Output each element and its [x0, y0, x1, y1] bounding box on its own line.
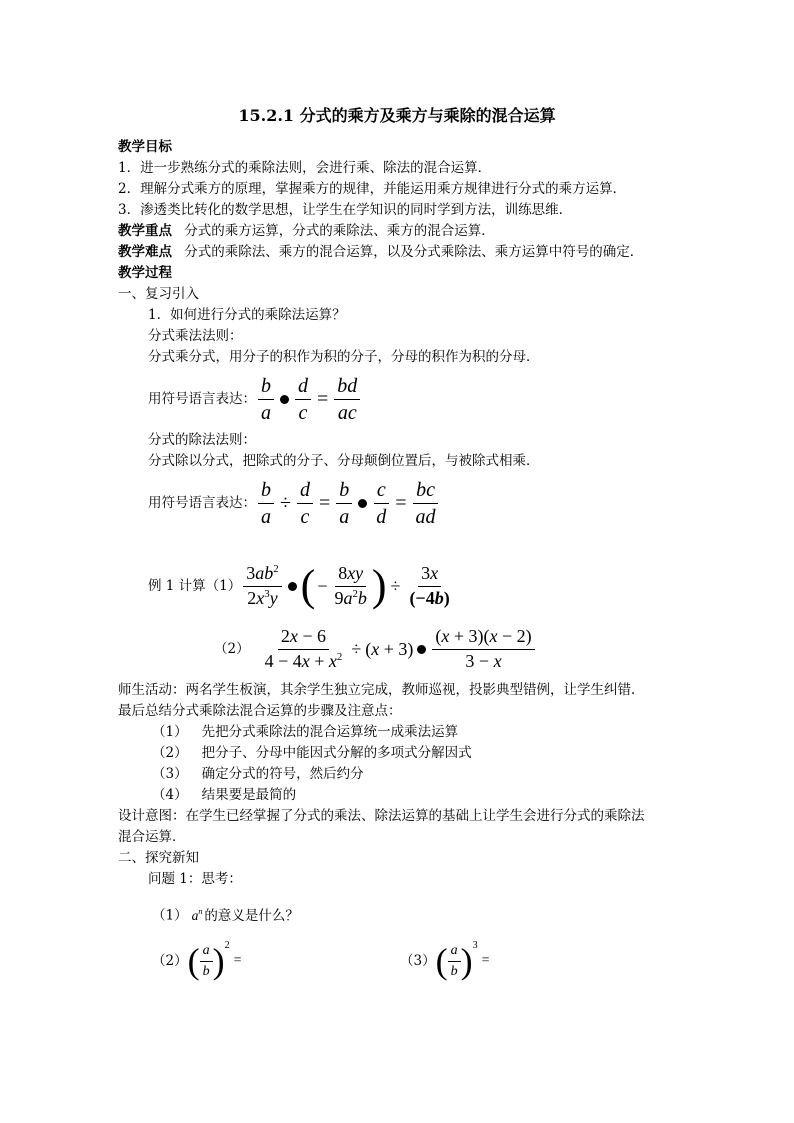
key-point-line: [118, 222, 495, 241]
fraction: $\frac{bd}{ac}$: [334, 375, 360, 424]
multiply-dot-icon: [417, 645, 426, 654]
fraction: $\frac{bc}{ad}$: [413, 479, 439, 528]
multiply-dot-icon: [280, 395, 289, 404]
explore-question-1: （1） $a^n$ 的意义是什么？: [152, 907, 299, 924]
goal-item: 1．进一步熟练分式的乘除法则，会进行乘、除法的混合运算．: [118, 160, 492, 176]
multiply-dot-icon: [288, 582, 297, 591]
page-title: 15.2.1 分式的乘方及乘方与乘除的混合运算: [238, 106, 556, 125]
difficulty-label: 教学难点: [118, 244, 172, 260]
difficulty-line: [118, 243, 643, 262]
fraction: $\frac{c}{d}$: [373, 479, 389, 528]
div-rule-label: 分式的除法法则：: [148, 432, 256, 448]
fraction: $\frac{3ab^2}{2x^3y}$: [243, 564, 281, 609]
goal-item: 3．渗透类比转化的数学思想，让学生在学知识的同时学到方法，训练思维．: [118, 202, 573, 218]
mul-rule-text: 分式乘分式，用分子的积作为积的分子，分母的积作为积的分母．: [148, 349, 540, 365]
fraction: $\frac{3x}{(-4b)}$: [409, 562, 450, 608]
div-rule-text: 分式除以分式，把除式的分子、分母颠倒位置后，与被除式相乘．: [148, 453, 540, 469]
problem-label: 问题 1：思考：: [148, 871, 242, 887]
step-item: （4） 结果要是最简的: [152, 787, 297, 803]
explore-question-2: （2） ( $\frac{a}{b}$ ) $^2$ =: [152, 940, 242, 981]
step-item: （3） 确定分式的符号，然后约分: [152, 766, 364, 782]
multiply-dot-icon: [358, 499, 367, 508]
activity-text: 师生活动：两名学生板演，其余学生独立完成，教师巡视，投影典型错例，让学生纠错．: [118, 682, 645, 698]
step-item: （1） 先把分式乘除法的混合运算统一成乘法运算: [152, 724, 459, 740]
fraction: $\frac{8xy}{9a^2b}$: [334, 562, 367, 608]
fraction: $\frac{a}{b}$: [448, 943, 461, 979]
example-1-part-1: 例 1 计算（1） $\frac{3ab^2}{2x^3y}$ ( − $\frac{8xy}{9a^2b}$ ) ÷ $\frac{3x}{(-4b)}$: [148, 556, 455, 616]
goal-item: 2．理解分式乘方的原理，掌握乘方的规律，并能运用乘方规律进行分式的乘方运算．: [118, 181, 627, 197]
fraction: $\frac{d}{c}$: [297, 479, 313, 528]
mul-formula: 用符号语言表达： $\frac{b}{a}$ $\frac{d}{c}$ = $\frac{bd}{ac}$: [148, 374, 362, 424]
fraction: $\frac{b}{a}$: [258, 479, 274, 528]
fraction: $\frac{2x - 6}{4 - 4x + x^2}$: [264, 625, 343, 671]
difficulty-text: 分式的乘除法、乘方的混合运算，以及分式乘除法、乘方运算中符号的确定．: [184, 244, 644, 260]
fraction: $\frac{d}{c}$: [295, 375, 311, 424]
goals-heading: 教学目标: [118, 139, 172, 155]
example-label: 例 1 计算（1）: [148, 577, 242, 594]
design-intent: 混合运算．: [118, 829, 186, 845]
div-formula: 用符号语言表达： $\frac{b}{a}$ ÷ $\frac{d}{c}$ = $\frac{b}{a}$ $\frac{c}{d}$ = $\frac{bc}{ad}$: [148, 478, 441, 528]
fraction: $\frac{(x + 3)(x - 2)}{3 - x}$: [432, 627, 534, 672]
review-heading: 一、复习引入: [118, 286, 199, 302]
symbol-label: 用符号语言表达：: [148, 494, 256, 511]
explore-heading: 二、探究新知: [118, 850, 199, 866]
fraction: $\frac{b}{a}$: [336, 479, 352, 528]
mul-rule-label: 分式乘法法则：: [148, 328, 243, 344]
symbol-label: 用符号语言表达：: [148, 390, 256, 407]
review-question: 1．如何进行分式的乘除法运算？: [148, 307, 346, 323]
fraction: $\frac{b}{a}$: [258, 375, 274, 424]
design-intent: 设计意图：在学生已经掌握了分式的乘法、除法运算的基础上让学生会进行分式的乘除法: [118, 808, 645, 824]
step-item: （2） 把分子、分母中能因式分解的多项式分解因式: [152, 745, 472, 761]
process-heading: 教学过程: [118, 265, 172, 281]
explore-question-3: （3） ( $\frac{a}{b}$ ) $^3$ =: [400, 940, 490, 981]
key-point-text: 分式的乘方运算，分式的乘除法、乘方的混合运算．: [184, 223, 495, 239]
activity-text: 最后总结分式乘除法混合运算的步骤及注意点：: [118, 703, 402, 719]
key-point-label: 教学重点: [118, 223, 172, 239]
example-label: （2）: [214, 640, 250, 657]
example-1-part-2: （2） $\frac{2x - 6}{4 - 4x + x^2}$ ÷ (x + 3) $\frac{(x + 3)(x - 2)}{3 - x}$: [214, 622, 537, 676]
fraction: $\frac{a}{b}$: [200, 943, 213, 979]
